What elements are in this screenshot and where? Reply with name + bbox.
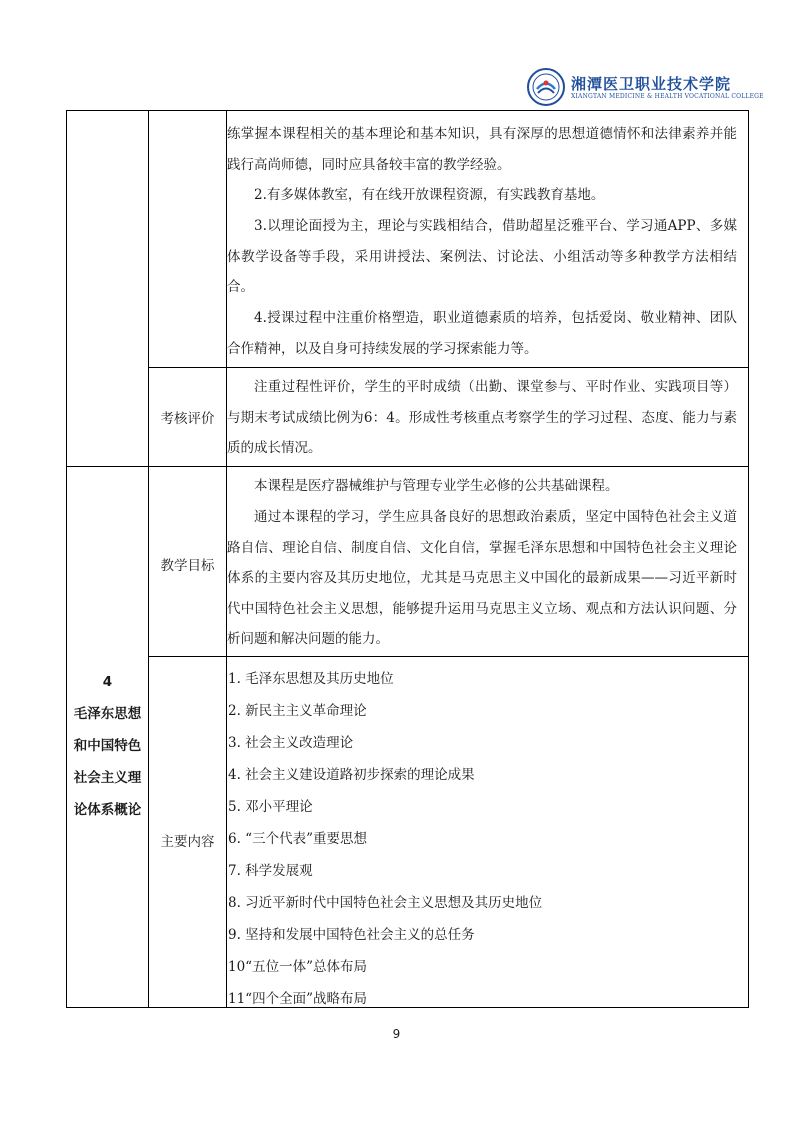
conditions-paragraph: 3.以理论面授为主，理论与实践相结合，借助超星泛雅平台、学习通APP、多媒体教学设备等手段，采用讲授法、案例法、讨论法、小组活动等多种教学方法相结合。 bbox=[227, 218, 737, 295]
list-item: 2. 新民主主义革命理论 bbox=[228, 703, 367, 719]
college-emblem-icon bbox=[527, 68, 565, 106]
row-divider bbox=[67, 466, 748, 467]
curriculum-table bbox=[66, 110, 749, 1008]
conditions-paragraph: 4.授课过程中注重价格塑造，职业道德素质的培养，包括爱岗、敬业精神、团队合作精神，以及自身可持续发展的学习探索能力等。 bbox=[227, 310, 737, 357]
list-item: 7. 科学发展观 bbox=[228, 863, 313, 879]
row-divider bbox=[148, 367, 748, 368]
goals-paragraph: 本课程是医疗器械维护与管理专业学生必修的公共基础课程。 bbox=[254, 478, 619, 494]
assessment-text: 注重过程性评价，学生的平时成绩（出勤、课堂参与、平时作业、实践项目等）与期末考试成绩比例为6：4。形成性考核重点考察学生的学习过程、态度、能力与素质的成长情况。 bbox=[227, 379, 737, 456]
list-item: 6. “三个代表”重要思想 bbox=[228, 831, 367, 847]
list-item: 8. 习近平新时代中国特色社会主义思想及其历史地位 bbox=[228, 895, 543, 911]
content-list bbox=[228, 663, 542, 1015]
goals-paragraph: 通过本课程的学习，学生应具备良好的思想政治素质，坚定中国特色社会主义道路自信、理论自信、制度自信、文化自信，掌握毛泽东思想和中国特色社会主义理论体系的主要内容及其历史地位，尤其是马克思主义中国化的最新成果——习近平新时代中国特色社会主义思想，能够提升运用马克思主义立场、观点和方法认识问题、分析问题和解决问题的能力。 bbox=[227, 509, 737, 647]
list-item: 11“四个全面”战略布局 bbox=[228, 991, 367, 1007]
college-logo bbox=[527, 68, 764, 106]
page-number: 9 bbox=[392, 1027, 401, 1041]
list-item: 10“五位一体”总体布局 bbox=[228, 959, 367, 975]
list-item: 1. 毛泽东思想及其历史地位 bbox=[228, 671, 394, 687]
course-title-line: 和中国特色 bbox=[73, 738, 142, 754]
course-number: 4 bbox=[102, 674, 113, 690]
conditions-paragraph: 2.有多媒体教室，有在线开放课程资源，有实践教育基地。 bbox=[254, 187, 605, 203]
logo-college-name: 湘潭医卫职业技术学院 bbox=[571, 75, 732, 93]
course-title-line: 社会主义理 bbox=[73, 770, 142, 786]
row-divider bbox=[148, 656, 748, 657]
logo-college-subtitle: XIANGTAN MEDICINE & HEALTH VOCATIONAL COLLEGE bbox=[571, 93, 764, 100]
content-label: 主要内容 bbox=[160, 834, 215, 850]
list-item: 9. 坚持和发展中国特色社会主义的总任务 bbox=[228, 927, 475, 943]
list-item: 5. 邓小平理论 bbox=[228, 799, 313, 815]
list-item: 3. 社会主义改造理论 bbox=[228, 735, 354, 751]
course-title bbox=[67, 666, 148, 826]
goals-label: 教学目标 bbox=[160, 558, 215, 574]
conditions-paragraph: 练掌握本课程相关的基本理论和基本知识，具有深厚的思想道德情怀和法律素养并能践行高尚师德，同时应具备较丰富的教学经验。 bbox=[227, 126, 737, 173]
list-item: 4. 社会主义建设道路初步探索的理论成果 bbox=[228, 767, 475, 783]
course-title-line: 论体系概论 bbox=[73, 802, 142, 818]
course-title-line: 毛泽东思想 bbox=[73, 706, 142, 722]
assessment-label: 考核评价 bbox=[160, 411, 215, 427]
